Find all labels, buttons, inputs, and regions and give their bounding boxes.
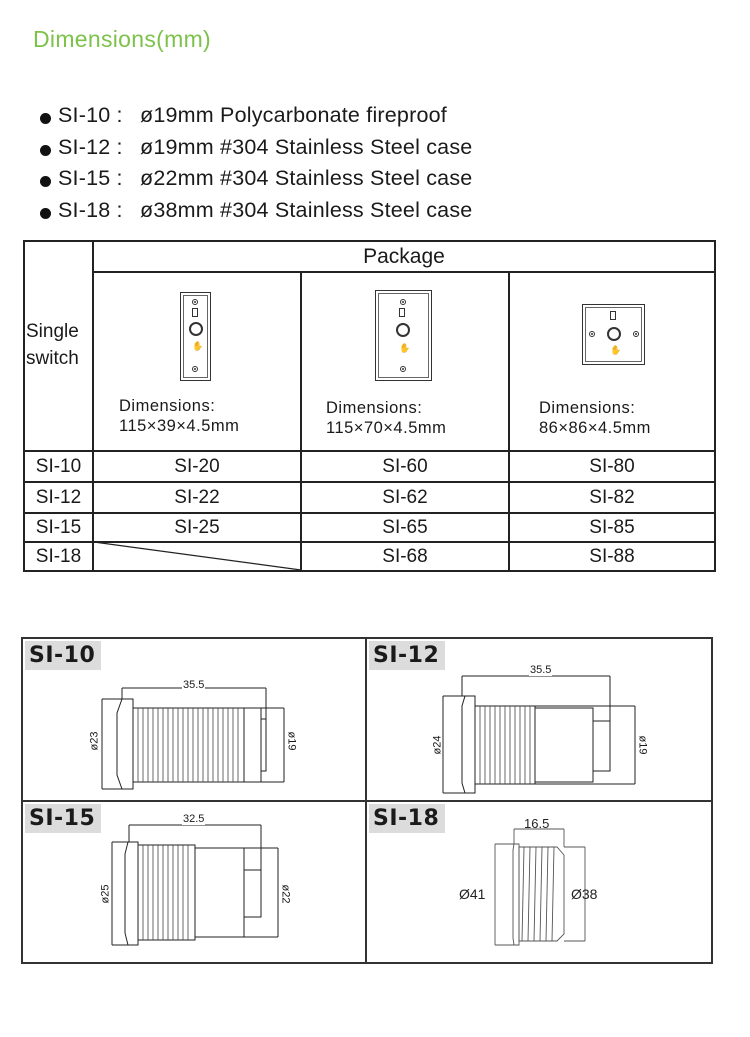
model-item — [40, 195, 472, 227]
model-tag: SI-10 — [25, 641, 101, 670]
table-cell: SI-22 — [174, 487, 220, 508]
table-cell: SI-82 — [589, 487, 635, 508]
screw-icon — [589, 331, 595, 337]
front-diameter: ø23 — [88, 731, 101, 751]
page-title: Dimensions(mm) — [33, 26, 211, 52]
table-cell: SI-85 — [589, 517, 635, 538]
model-code: SI-10 : — [58, 103, 123, 128]
screw-icon — [633, 331, 639, 337]
model-tag: SI-18 — [369, 804, 445, 833]
hand-icon: ✋ — [399, 343, 411, 353]
front-diameter: ø24 — [431, 735, 444, 755]
back-diameter: ø19 — [636, 735, 649, 755]
table-cell: SI-62 — [382, 487, 428, 508]
dimensions-value: 115×70×4.5mm — [326, 419, 447, 437]
table-cell: SI-80 — [589, 456, 635, 477]
dimensions-value: 115×39×4.5mm — [119, 417, 240, 435]
drawing-si-12 — [367, 639, 711, 800]
length-dimension: 35.5 — [183, 679, 205, 691]
front-diameter: ø25 — [99, 884, 112, 904]
dimension-drawings — [21, 637, 713, 964]
switch-cell: SI-10 — [35, 456, 82, 477]
package-dimensions — [326, 398, 446, 438]
screw-icon — [192, 299, 198, 305]
dimensions-label: Dimensions: — [539, 399, 636, 417]
switch-cell: SI-12 — [35, 487, 82, 508]
table-cell: SI-68 — [382, 546, 428, 567]
button-icon — [396, 323, 410, 337]
table-cell: SI-60 — [382, 456, 428, 477]
hand-icon: ✋ — [192, 341, 204, 351]
switch-cell: SI-18 — [35, 546, 82, 567]
model-desc: ø19mm Polycarbonate fireproof — [140, 103, 447, 128]
screw-icon — [400, 366, 406, 372]
table-cell: SI-65 — [382, 517, 428, 538]
bullet-icon — [40, 113, 51, 124]
model-tag: SI-12 — [369, 641, 445, 670]
package-table — [23, 240, 716, 572]
wide-plate-icon — [375, 290, 432, 381]
dimensions-value: 86×86×4.5mm — [539, 419, 651, 437]
bullet-icon — [40, 208, 51, 219]
model-list — [40, 100, 472, 226]
model-code: SI-12 : — [58, 134, 123, 159]
bullet-icon — [40, 176, 51, 187]
row-header — [26, 318, 92, 372]
back-diameter: Ø38 — [571, 886, 598, 902]
length-dimension: 32.5 — [183, 813, 205, 825]
button-icon — [189, 322, 203, 336]
switch-cell: SI-15 — [35, 517, 82, 538]
length-dimension: 35.5 — [530, 664, 552, 676]
table-cell: SI-20 — [174, 456, 220, 477]
empty-cell-slash — [94, 542, 301, 572]
drawing-si-15 — [23, 802, 365, 962]
square-plate-icon — [582, 304, 645, 365]
model-item — [40, 132, 472, 164]
bullet-icon — [40, 145, 51, 156]
dimensions-label: Dimensions: — [326, 399, 423, 417]
model-code: SI-18 : — [58, 197, 123, 222]
length-dimension: 16.5 — [524, 816, 550, 831]
divider — [92, 271, 714, 273]
drawing-si-10 — [23, 639, 365, 800]
button-icon — [607, 327, 621, 341]
group-header: Package — [363, 245, 445, 268]
row-header-line: Single — [26, 321, 79, 342]
back-diameter: ø22 — [279, 884, 292, 904]
model-code: SI-15 : — [58, 166, 123, 191]
back-diameter: ø19 — [285, 731, 298, 751]
door-icon — [192, 308, 198, 317]
package-dimensions — [119, 396, 239, 436]
model-item — [40, 163, 472, 195]
model-desc: ø19mm #304 Stainless Steel case — [140, 134, 473, 159]
screw-icon — [192, 366, 198, 372]
model-tag: SI-15 — [25, 804, 101, 833]
door-icon — [399, 308, 405, 317]
table-cell: SI-88 — [589, 546, 635, 567]
drawing-si-18 — [367, 802, 711, 962]
front-diameter: Ø41 — [459, 886, 486, 902]
table-cell: SI-25 — [174, 517, 220, 538]
row-header-line: switch — [26, 348, 79, 369]
narrow-plate-icon — [180, 292, 211, 381]
screw-icon — [400, 299, 406, 305]
dimensions-label: Dimensions: — [119, 397, 216, 415]
package-dimensions — [539, 398, 651, 438]
model-item — [40, 100, 472, 132]
hand-icon: ✋ — [610, 345, 622, 355]
model-desc: ø38mm #304 Stainless Steel case — [140, 197, 473, 222]
door-icon — [610, 311, 616, 320]
model-desc: ø22mm #304 Stainless Steel case — [140, 166, 473, 191]
